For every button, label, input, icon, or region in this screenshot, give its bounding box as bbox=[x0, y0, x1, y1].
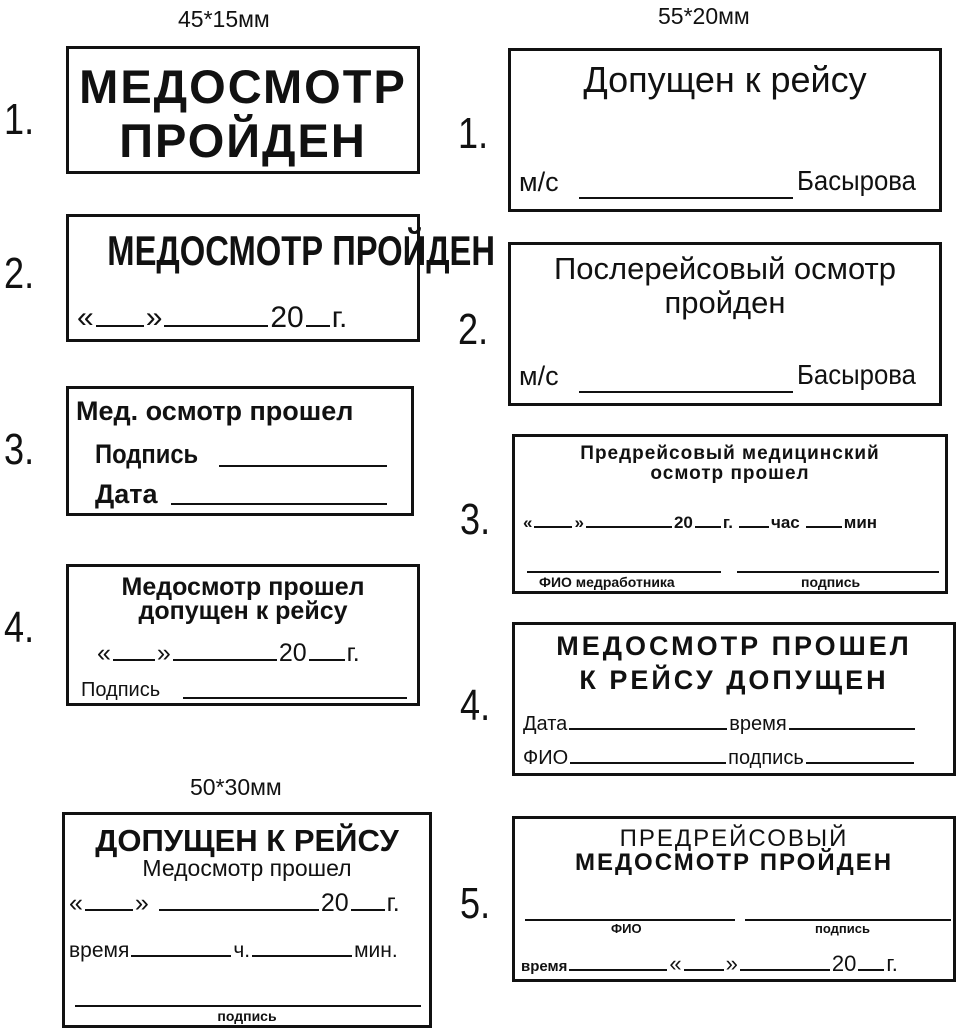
right-stamp-5-date-row bbox=[521, 951, 898, 977]
left-stamp-2-number: 2. bbox=[4, 249, 35, 298]
right-stamp-1 bbox=[508, 48, 942, 212]
date-close-quote: » bbox=[134, 889, 149, 917]
left-stamp-3-date-label: Дата bbox=[95, 479, 158, 509]
size-label-50x30: 50*30мм bbox=[190, 774, 282, 800]
right-stamp-2-ms-label: м/с bbox=[519, 361, 559, 391]
year-prefix: 20 bbox=[270, 301, 304, 334]
date-open-quote: « bbox=[77, 301, 94, 334]
date-open-quote: « bbox=[523, 513, 533, 532]
right-stamp-4-title-2: К РЕЙСУ ДОПУЩЕН bbox=[579, 665, 889, 695]
right-stamp-3-number: 3. bbox=[460, 495, 491, 544]
size-label-55x20: 55*20мм bbox=[658, 3, 750, 29]
bottom-left-title: ДОПУЩЕН К РЕЙСУ bbox=[95, 823, 399, 858]
year-prefix: 20 bbox=[320, 889, 349, 917]
left-stamp-4-title-2: допущен к рейсу bbox=[138, 597, 348, 625]
right-stamp-5-title-2: МЕДОСМОТР ПРОЙДЕН bbox=[574, 849, 894, 876]
left-stamp-2-title: МЕДОСМОТР ПРОЙДЕН bbox=[107, 227, 496, 274]
left-stamp-3-sign-line bbox=[219, 465, 387, 467]
right-stamp-2-number: 2. bbox=[458, 305, 489, 354]
bottom-left-date-row bbox=[69, 889, 400, 918]
right-stamp-3 bbox=[512, 434, 948, 594]
time-label: время bbox=[729, 713, 787, 735]
right-stamp-1-number: 1. bbox=[458, 109, 489, 158]
right-stamp-3-sign-line bbox=[737, 571, 939, 573]
sign-label: подпись bbox=[728, 747, 804, 769]
right-stamp-5-title-1: ПРЕДРЕЙСОВЫЙ bbox=[619, 825, 849, 852]
right-stamp-3-title-2: осмотр прошел bbox=[650, 463, 810, 484]
bottom-left-stamp bbox=[62, 812, 432, 1028]
year-suffix: г. bbox=[386, 889, 400, 917]
left-stamp-1-line-1: МЕДОСМОТР bbox=[79, 60, 407, 113]
right-stamp-4-fio-row bbox=[523, 747, 916, 770]
year-prefix: 20 bbox=[278, 639, 307, 667]
right-stamp-5-sign-label: подпись bbox=[815, 921, 870, 936]
time-label: время bbox=[521, 958, 568, 975]
year-suffix: г. bbox=[346, 639, 360, 667]
right-stamp-2-sign-line bbox=[579, 391, 793, 393]
left-stamp-4-sign-label: Подпись bbox=[81, 679, 161, 701]
right-stamp-5-fio-label: ФИО bbox=[611, 921, 642, 936]
date-open-quote: « bbox=[69, 889, 83, 917]
time-label: время bbox=[69, 939, 130, 962]
left-stamp-4-title-1: Медосмотр прошел bbox=[121, 573, 365, 601]
minutes-label: мин. bbox=[354, 939, 398, 962]
right-stamp-2-name: Басырова bbox=[797, 359, 917, 390]
left-stamp-4-number: 4. bbox=[4, 603, 35, 652]
date-open-quote: « bbox=[669, 951, 682, 976]
date-label: Дата bbox=[523, 713, 568, 735]
right-stamp-3-fio-label: ФИО медработника bbox=[539, 574, 675, 590]
date-close-quote: » bbox=[145, 301, 163, 334]
right-stamp-5 bbox=[512, 816, 956, 982]
right-stamp-4 bbox=[512, 622, 956, 776]
bottom-left-time-row bbox=[69, 939, 398, 963]
right-stamp-3-sign-label: подпись bbox=[801, 574, 861, 590]
date-close-quote: » bbox=[574, 513, 584, 532]
left-stamp-1-number: 1. bbox=[4, 95, 35, 144]
bottom-left-subtitle: Медосмотр прошел bbox=[142, 855, 352, 881]
date-close-quote: » bbox=[156, 639, 171, 667]
year-suffix: г. bbox=[331, 301, 348, 334]
right-stamp-1-sign-line bbox=[579, 197, 793, 199]
right-stamp-2-title-2: пройден bbox=[664, 285, 786, 320]
right-stamp-1-ms-label: м/с bbox=[519, 167, 559, 197]
right-stamp-1-title: Допущен к рейсу bbox=[583, 59, 867, 100]
left-stamp-3-date-line bbox=[171, 503, 387, 505]
left-stamp-3-number: 3. bbox=[4, 425, 35, 474]
bottom-left-sign-label: подпись bbox=[217, 1008, 277, 1024]
year-prefix: 20 bbox=[831, 951, 857, 976]
right-stamp-4-date-row bbox=[523, 713, 917, 736]
right-stamp-1-name: Басырова bbox=[797, 165, 917, 196]
left-stamp-4-date-row bbox=[97, 639, 360, 668]
left-stamp-4-sign-line bbox=[183, 697, 407, 699]
right-stamp-2 bbox=[508, 242, 942, 406]
date-open-quote: « bbox=[97, 639, 111, 667]
hour-label: час bbox=[770, 513, 800, 532]
left-stamp-1 bbox=[66, 46, 420, 174]
left-stamp-2-date-row bbox=[77, 301, 347, 335]
left-stamp-3-title: Мед. осмотр прошел bbox=[76, 396, 354, 426]
size-label-45x15: 45*15мм bbox=[178, 6, 270, 32]
left-stamp-2 bbox=[66, 214, 496, 342]
left-stamp-4 bbox=[66, 564, 420, 706]
fio-label: ФИО bbox=[523, 747, 569, 769]
right-stamp-2-title-1: Послерейсовый осмотр bbox=[554, 251, 896, 286]
right-stamp-4-number: 4. bbox=[460, 681, 491, 730]
left-stamp-3-sign-label: Подпись bbox=[95, 439, 199, 469]
bottom-left-sign-line bbox=[75, 1005, 421, 1007]
hours-label: ч. bbox=[233, 939, 251, 962]
date-close-quote: » bbox=[725, 951, 738, 976]
right-stamp-5-number: 5. bbox=[460, 879, 491, 928]
left-stamp-3 bbox=[66, 386, 414, 516]
left-stamp-1-line-2: ПРОЙДЕН bbox=[119, 114, 367, 167]
right-stamp-3-fio-line bbox=[527, 571, 721, 573]
right-stamp-3-date-row bbox=[523, 513, 877, 533]
right-stamp-4-title-1: МЕДОСМОТР ПРОШЕЛ bbox=[556, 631, 912, 661]
min-label: мин bbox=[843, 513, 878, 532]
right-stamp-3-title-1: Предрейсовый медицинский bbox=[580, 443, 880, 464]
year-prefix: 20 bbox=[673, 513, 693, 532]
year-suffix: г. bbox=[722, 513, 733, 532]
year-suffix: г. bbox=[886, 951, 898, 976]
